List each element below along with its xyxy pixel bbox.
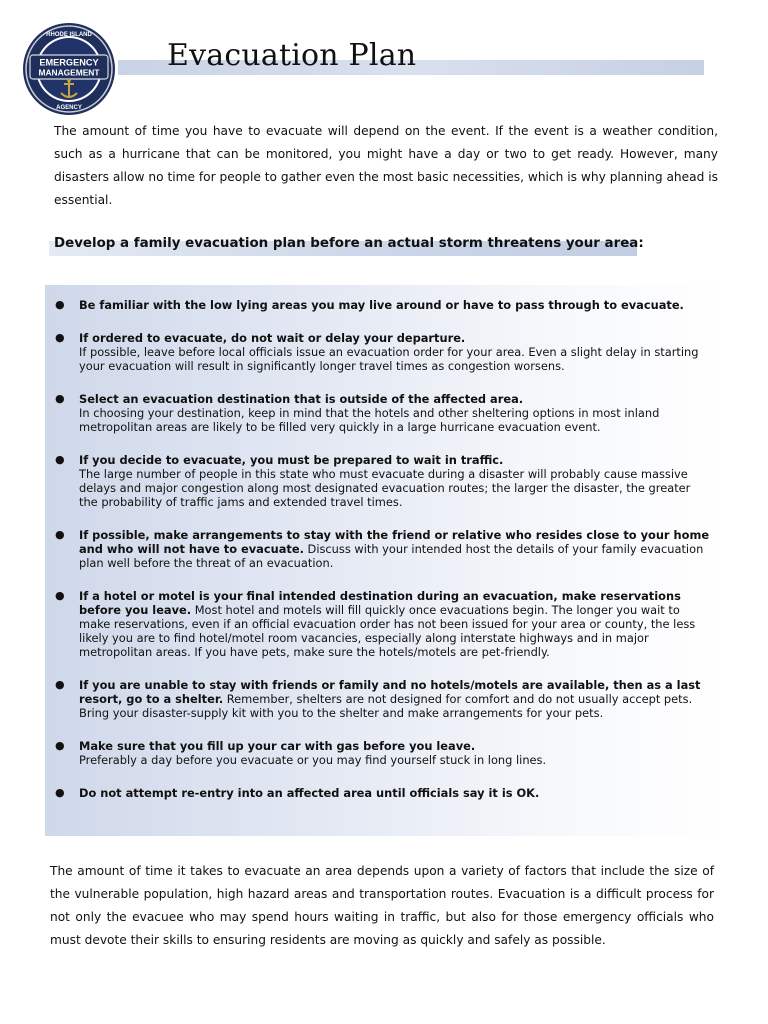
section-heading: Develop a family evacuation plan before an actual storm threatens your area: <box>54 236 644 251</box>
item-lead: If possible, make arrangements to stay with the friend or relative who resides close to your home and who will not have to evacuate. <box>79 528 710 556</box>
item-body: The large number of people in this state who must evacuate during a disaster will probably cause massive delays and major congestion along most designated evacuation routes; the larger the disaster, the greater the probability of traffic jams and extended travel times. <box>79 467 691 509</box>
bullet-icon: ● <box>55 298 65 311</box>
item-body: Preferably a day before you evacuate or you may find yourself stuck in long lines. <box>79 753 547 767</box>
item-body: Discuss with your intended host the details of your family evacuation plan well before the threat of an evacuation. <box>79 542 704 570</box>
item-lead: If a hotel or motel is your final intended destination during an evacuation, make reservations before you leave. <box>79 589 681 617</box>
item-lead: Be familiar with the low lying areas you may live around or have to pass through to evacuate. <box>79 298 684 312</box>
item-body: In choosing your destination, keep in mind that the hotels and other sheltering options in most inland metropolitan areas are likely to be filled very quickly in a large hurricane evacuation event. <box>79 406 660 434</box>
list-item <box>50 528 710 570</box>
list-item <box>50 298 710 312</box>
bullet-icon: ● <box>55 678 65 691</box>
item-lead: If you are unable to stay with friends or family and no hotels/motels are available, then as a last resort, go to a shelter. <box>79 678 701 706</box>
seal-text-emergency: EMERGENCY <box>39 57 99 68</box>
item-body: Remember, shelters are not designed for comfort and do not usually accept pets. Bring your disaster-supply kit with you to the shelter and make arrangements for your pets. <box>79 692 693 720</box>
list-item <box>50 331 710 373</box>
item-body: Most hotel and motels will fill quickly once evacuations begin. The longer you wait to make reservations, even if an official evacuation order has not been issued for your area or county, the less likely you are to find hotel/motel room vacancies, especially along interstate highways and in major metropolitan areas. If you have pets, make sure the hotels/motels are pet-friendly. <box>79 603 696 659</box>
item-lead: Make sure that you fill up your car with gas before you leave. <box>79 739 476 753</box>
list-item <box>50 678 710 720</box>
item-lead: If ordered to evacuate, do not wait or delay your departure. <box>79 331 466 345</box>
item-body: If possible, leave before local officials issue an evacuation order for your area. Even a slight delay in starting your evacuation will result in significantly longer travel times as congestion worsens. <box>79 345 699 373</box>
bullet-icon: ● <box>55 528 65 541</box>
page-title: Evacuation Plan <box>167 38 417 73</box>
list-item <box>50 453 710 509</box>
seal-text-rhode-island: RHODE ISLAND <box>46 32 92 38</box>
list-item <box>50 739 710 767</box>
item-lead: Select an evacuation destination that is outside of the affected area. <box>79 392 524 406</box>
item-lead: Do not attempt re-entry into an affected area until officials say it is OK. <box>79 786 540 800</box>
bullet-icon: ● <box>55 739 65 752</box>
bullet-icon: ● <box>55 786 65 799</box>
agency-seal-logo <box>22 22 116 116</box>
bullet-icon: ● <box>55 589 65 602</box>
bullet-icon: ● <box>55 392 65 405</box>
seal-text-agency: AGENCY <box>56 105 82 111</box>
seal-text-management: MANAGEMENT <box>38 67 100 78</box>
list-item <box>50 786 710 800</box>
list-item <box>50 589 710 659</box>
list-item <box>50 392 710 434</box>
intro-paragraph: The amount of time you have to evacuate will depend on the event. If the event is a weather condition, such as a hurricane that can be monitored, you might have a day or two to get ready. However, many disasters allow no time for people to gather even the most basic necessities, which is why planning ahead is essential. <box>54 124 718 207</box>
bullet-icon: ● <box>55 453 65 466</box>
bullet-icon: ● <box>55 331 65 344</box>
evacuation-checklist <box>50 298 710 819</box>
item-lead: If you decide to evacuate, you must be prepared to wait in traffic. <box>79 453 504 467</box>
closing-paragraph: The amount of time it takes to evacuate an area depends upon a variety of factors that include the size of the vulnerable population, high hazard areas and transportation routes. Evacuation is a difficult process for not only the evacuee who may spend hours waiting in traffic, but also for those emergency officials who must devote their skills to ensuring residents are moving as quickly and safely as possible. <box>50 864 714 947</box>
